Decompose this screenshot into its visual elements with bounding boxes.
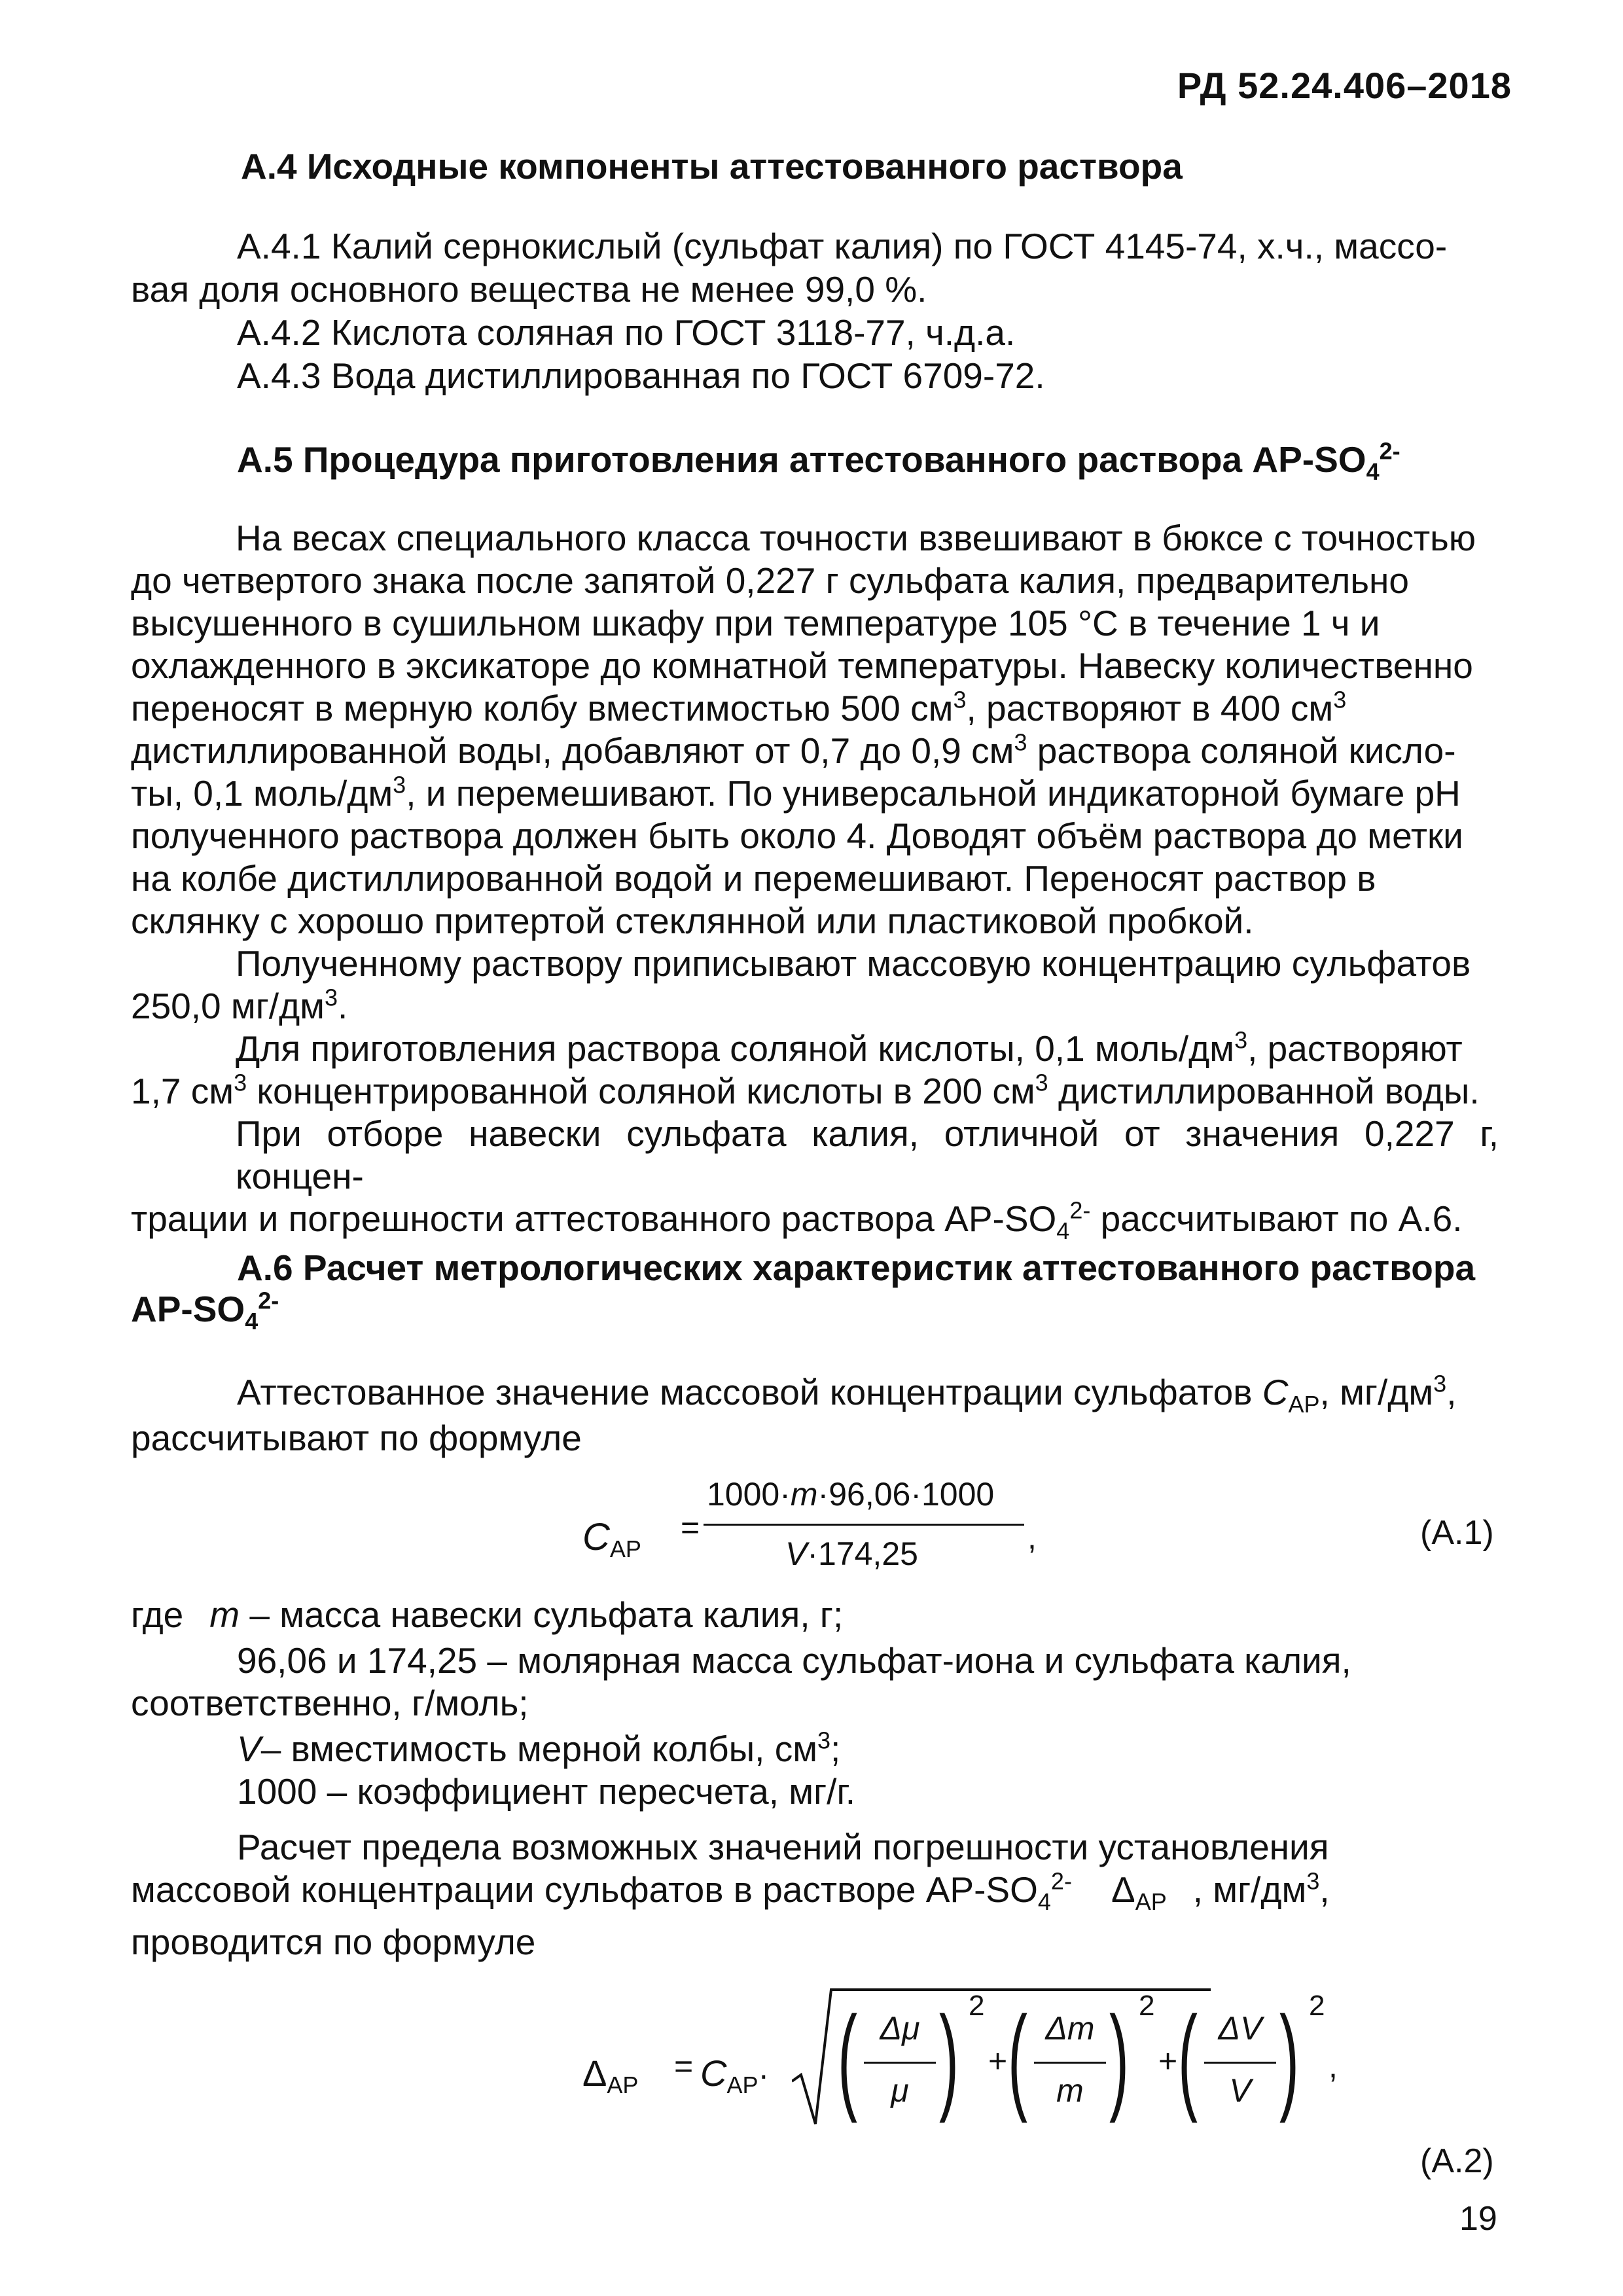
formula-a2-c: $C_{АР}\cdot$ xyxy=(700,2053,770,2098)
where-line-2: 96,06 и 174,25 – молярная масса сульфат-иона и сульфата калия, xyxy=(237,1640,1351,1681)
calc-line-3: проводится по формуле xyxy=(131,1922,536,1962)
page-number: 19 xyxy=(1459,2200,1497,2238)
a6-intro-line-1: Аттестованное значение массовой концентрации сульфатов $C_{АР}$, $мг/дм^3$, xyxy=(237,1370,1457,1418)
formula-a2-equals: = xyxy=(674,2048,694,2085)
term1-close-paren: ) xyxy=(939,1992,959,2124)
formula-a1-numerator: 1000·m·96,06·1000 xyxy=(707,1476,995,1513)
a4-item-3: А.4.3 Вода дистиллированная по ГОСТ 6709-72. xyxy=(237,355,1045,396)
section-a6-title-line-2: $АР-SO_4^{2-}$ xyxy=(131,1287,279,1335)
a5-line-7: ты, 0,1 моль/$дм^3$, и перемешивают. По универсальной индикаторной бумаге pH xyxy=(131,771,1461,814)
a5-p2-line-1: Полученному раствору приписывают массовую концентрацию сульфатов xyxy=(236,943,1471,984)
formula-a2 xyxy=(576,1970,1505,2186)
term3-denominator: V xyxy=(1229,2072,1251,2109)
term2-close-paren: ) xyxy=(1109,1992,1129,2124)
term3-power: 2 xyxy=(1309,1990,1325,2022)
formula-a1-comma: , xyxy=(1027,1519,1037,1556)
a5-p4-line-1: При отборе навески сульфата калия, отличной от значения 0,227 г, концен- xyxy=(236,1113,1499,1196)
a5-line-8: полученного раствора должен быть около 4. Доводят объём раствора до метки xyxy=(131,816,1463,856)
term1-open-paren: ( xyxy=(838,1992,857,2124)
formula-a2-comma: , xyxy=(1329,2048,1338,2085)
term1-numerator: Δμ xyxy=(880,2010,920,2047)
a5-paragraph-1 xyxy=(131,517,1499,1244)
where-line-5: 1000 – коэффициент пересчета, мг/г. xyxy=(237,1771,856,1812)
term3-fraction-bar xyxy=(1204,2062,1276,2064)
section-a4-title: А.4 Исходные компоненты аттестованного раствора xyxy=(241,146,1183,187)
a6-intro-line-2: рассчитывают по формуле xyxy=(131,1418,582,1458)
a4-item-1-cont: вая доля основного вещества не менее 99,0 %. xyxy=(131,269,927,310)
formula-a1-fraction-bar xyxy=(704,1524,1024,1526)
term2-numerator: Δm xyxy=(1045,2010,1095,2047)
plus-2: + xyxy=(1158,2043,1178,2079)
section-a5-title: А.5 Процедура приготовления аттестованного раствора $АР-SO_4^{2-}$ xyxy=(237,437,1400,485)
formula-a1-equals: = xyxy=(681,1509,700,1546)
calc-line-2: массовой концентрации сульфатов в растворе $АР-SO_4^{2-}$ $\Delta_{АР}$ , $мг/дм^3$, xyxy=(131,1867,1330,1915)
formula-a1-lhs: $C_{АР}$ xyxy=(582,1516,641,1562)
term2-denominator: m xyxy=(1056,2072,1084,2109)
where-line-4: V– вместимость мерной колбы, $см^3$; xyxy=(237,1727,841,1769)
a5-p4-line-2: трации и погрешности аттестованного раствора $АР-SO_4^{2-}$ рассчитывают по А.6. xyxy=(131,1196,1463,1244)
section-a6-title-line-1: А.6 Расчет метрологических характеристик аттестованного раствора xyxy=(237,1247,1476,1288)
formula-a2-number: (А.2) xyxy=(1420,2142,1494,2180)
formula-a2-lhs: $\Delta_{АР}$ xyxy=(582,2053,639,2098)
formula-a1-denominator: V·174,25 xyxy=(785,1535,918,1572)
term1-power: 2 xyxy=(969,1990,985,2022)
a5-p3-line-2: 1,7 $см^3$ концентрированной соляной кислоты в 200 $см^3$ дистиллированной воды. xyxy=(131,1069,1480,1111)
document-code: РД 52.24.406–2018 xyxy=(1177,65,1512,106)
where-line-1: где m – масса навески сульфата калия, г; xyxy=(131,1594,844,1635)
a4-item-1: А.4.1 Калий сернокислый (сульфат калия) по ГОСТ 4145-74, х.ч., массо- xyxy=(237,226,1448,266)
a5-line-6: дистиллированной воды, добавляют от 0,7 до 0,9 $см^3$ раствора соляной кисло- xyxy=(131,728,1456,771)
a5-line-1: На весах специального класса точности взвешивают в бюксе с точностью xyxy=(236,518,1476,558)
plus-1: + xyxy=(988,2043,1008,2079)
term2-fraction-bar xyxy=(1034,2062,1106,2064)
formula-a1-number: (А.1) xyxy=(1420,1514,1494,1552)
term1-fraction-bar xyxy=(864,2062,936,2064)
calc-line-1: Расчет предела возможных значений погрешности установления xyxy=(237,1827,1329,1867)
where-line-3: соответственно, г/моль; xyxy=(131,1683,529,1723)
formula-a1 xyxy=(576,1473,1505,1590)
a5-line-9: на колбе дистиллированной водой и перемешивают. Переносят раствор в xyxy=(131,858,1376,899)
a5-line-3: высушенного в сушильном шкафу при температуре 105 °С в течение 1 ч и xyxy=(131,603,1380,643)
a5-p3-line-1: Для приготовления раствора соляной кислоты, 0,1 моль/$дм^3$, растворяют xyxy=(236,1026,1463,1069)
a4-item-2: А.4.2 Кислота соляная по ГОСТ 3118-77, ч.д.а. xyxy=(237,312,1016,353)
term3-open-paren: ( xyxy=(1178,1992,1198,2124)
a5-line-10: склянку с хорошо притертой стеклянной или пластиковой пробкой. xyxy=(131,901,1254,941)
a5-line-2: до четвертого знака после запятой 0,227 г сульфата калия, предварительно xyxy=(131,560,1409,601)
term3-numerator: ΔV xyxy=(1218,2010,1262,2047)
a5-line-5: переносят в мерную колбу вместимостью 500 $см^3$, растворяют в 400 $см^3$ xyxy=(131,686,1347,728)
a5-line-4: охлажденного в эксикаторе до комнатной температуры. Навеску количественно xyxy=(131,645,1473,686)
term3-close-paren: ) xyxy=(1279,1992,1299,2124)
term2-open-paren: ( xyxy=(1008,1992,1027,2124)
a5-p2-line-2: 250,0 $мг/дм^3$. xyxy=(131,984,348,1026)
term2-power: 2 xyxy=(1139,1990,1155,2022)
term1-denominator: μ xyxy=(891,2072,909,2109)
